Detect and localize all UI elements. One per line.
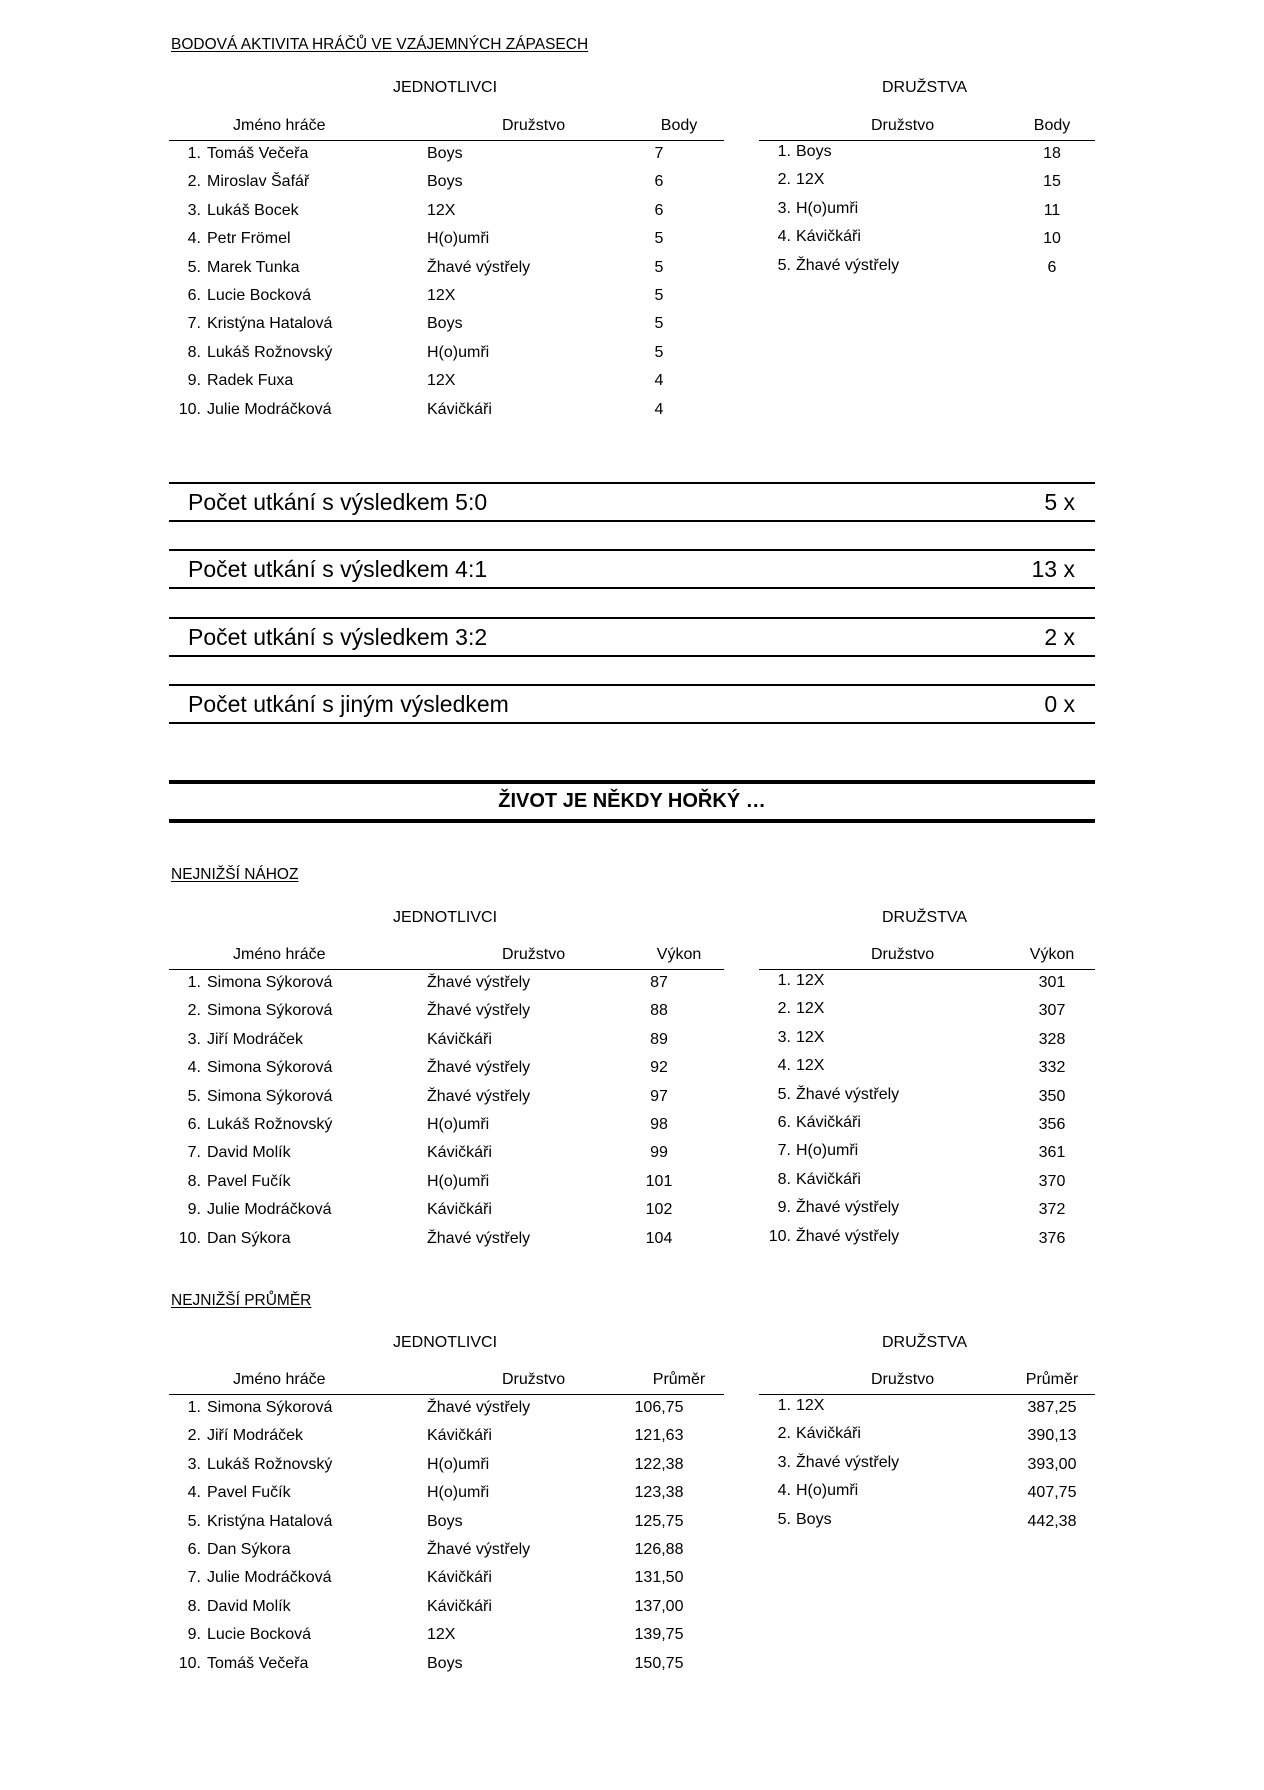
section-title: NEJNIŽŠÍ NÁHOZ — [171, 866, 299, 883]
rank: 2. — [777, 1425, 791, 1443]
column-header-value: Výkon — [656, 946, 702, 963]
rank: 8. — [777, 1170, 791, 1188]
rank: 10. — [178, 1654, 201, 1672]
team-name: H(o)umři — [796, 1482, 859, 1500]
table-row — [759, 1112, 1095, 1140]
value: 15 — [1043, 173, 1061, 191]
table-row — [759, 1169, 1095, 1197]
value: 89 — [650, 1030, 668, 1048]
rank: 3. — [777, 1453, 791, 1471]
rank: 3. — [187, 1455, 201, 1473]
table-row — [759, 1084, 1095, 1112]
table-row — [169, 283, 724, 311]
team-name: 12X — [427, 1626, 456, 1644]
value: 7 — [654, 145, 664, 162]
banner-heading: ŽIVOT JE NĚKDY HOŘKÝ … — [169, 780, 1095, 823]
value: 121,63 — [634, 1427, 684, 1445]
rank: 6. — [777, 1113, 791, 1131]
player-name: Simona Sýkorová — [207, 1059, 333, 1077]
table-row — [759, 226, 1095, 254]
table-row — [169, 340, 724, 368]
player-name: Kristýna Hatalová — [207, 1512, 333, 1530]
individuals-table — [169, 946, 724, 1254]
column-header-team: Družstvo — [871, 1371, 935, 1388]
column-header-team: Družstvo — [871, 117, 935, 134]
outcome-row — [169, 549, 1095, 589]
rank: 9. — [187, 1626, 201, 1644]
table-row — [169, 1509, 724, 1537]
table-row — [169, 198, 724, 226]
team-name: H(o)umři — [427, 1172, 490, 1190]
player-name: Tomáš Večeřa — [207, 145, 309, 162]
team-name: Žhavé výstřely — [427, 258, 531, 276]
rank: 4. — [777, 1482, 791, 1500]
team-name: Žhavé výstřely — [427, 1399, 531, 1416]
player-name: Lukáš Rožnovský — [207, 1455, 333, 1473]
rank: 4. — [187, 1059, 201, 1077]
team-name: 12X — [427, 372, 456, 390]
table-row — [169, 397, 724, 425]
player-name: Radek Fuxa — [207, 372, 294, 390]
table-row — [169, 1594, 724, 1622]
team-name: Boys — [427, 1512, 463, 1530]
column-header-value: Výkon — [1029, 946, 1075, 963]
outcome-count: 5 x — [1044, 489, 1075, 515]
table-row — [169, 1622, 724, 1650]
team-name: Kávičkáři — [427, 1597, 492, 1615]
table-row — [169, 1197, 724, 1225]
player-name: Simona Sýkorová — [207, 1002, 333, 1020]
value: 442,38 — [1027, 1512, 1077, 1530]
value: 88 — [650, 1002, 668, 1020]
player-name: Simona Sýkorová — [207, 1399, 333, 1416]
rank: 7. — [777, 1142, 791, 1160]
table-row — [759, 1140, 1095, 1168]
table-row — [759, 970, 1095, 998]
player-name: Jiří Modráček — [207, 1030, 304, 1048]
rank: 8. — [187, 343, 201, 361]
teams-group-title: DRUŽSTVA — [882, 909, 968, 926]
value: 4 — [654, 372, 664, 390]
value: 393,00 — [1027, 1455, 1077, 1473]
rank: 5. — [777, 256, 791, 274]
column-header-name: Jméno hráče — [233, 1371, 326, 1388]
rank: 3. — [777, 199, 791, 217]
team-name: Žhavé výstřely — [427, 1229, 531, 1247]
rank: 7. — [187, 315, 201, 333]
value: 332 — [1038, 1059, 1066, 1077]
table-row — [169, 141, 724, 169]
table-row — [169, 998, 724, 1026]
team-name: Kávičkáři — [796, 1170, 861, 1188]
value: 361 — [1038, 1144, 1066, 1162]
rank: 4. — [777, 1057, 791, 1075]
rank: 2. — [187, 1002, 201, 1020]
value: 150,75 — [634, 1654, 684, 1672]
table-row — [759, 1027, 1095, 1055]
rank: 3. — [777, 1028, 791, 1046]
player-name: Dan Sýkora — [207, 1229, 291, 1247]
team-name: Boys — [796, 1510, 832, 1528]
value: 18 — [1043, 145, 1061, 162]
team-name: Kávičkáři — [427, 400, 492, 418]
value: 92 — [650, 1059, 668, 1077]
team-name: Kávičkáři — [427, 1427, 492, 1445]
team-name: Boys — [427, 1654, 463, 1672]
rank: 1. — [777, 143, 791, 160]
player-name: Simona Sýkorová — [207, 974, 333, 991]
value: 356 — [1038, 1115, 1066, 1133]
column-header-team: Družstvo — [502, 946, 566, 963]
value: 407,75 — [1027, 1484, 1077, 1502]
column-header-team: Družstvo — [502, 1371, 566, 1388]
value: 106,75 — [634, 1399, 684, 1416]
section-title: BODOVÁ AKTIVITA HRÁČŮ VE VZÁJEMNÝCH ZÁPASECH — [171, 36, 589, 53]
table-row — [759, 998, 1095, 1026]
rank: 4. — [187, 230, 201, 248]
column-header-value: Body — [1033, 117, 1071, 134]
table-row — [759, 198, 1095, 226]
table-row — [759, 1423, 1095, 1451]
value: 102 — [645, 1201, 673, 1219]
team-name: Kávičkáři — [427, 1030, 492, 1048]
individuals-group-title: JEDNOTLIVCI — [393, 79, 498, 96]
player-name: Tomáš Večeřa — [207, 1654, 309, 1672]
value: 125,75 — [634, 1512, 684, 1530]
team-name: H(o)umři — [796, 199, 859, 217]
player-name: Pavel Fučík — [207, 1172, 291, 1190]
outcome-count: 2 x — [1044, 624, 1075, 650]
value: 6 — [654, 173, 664, 191]
rank: 8. — [187, 1172, 201, 1190]
team-name: 12X — [796, 1028, 825, 1046]
rank: 9. — [187, 372, 201, 390]
value: 376 — [1038, 1229, 1066, 1247]
value: 87 — [650, 974, 668, 991]
teams-table — [759, 946, 1095, 1254]
value: 5 — [654, 286, 664, 304]
rank: 2. — [777, 171, 791, 189]
table-row — [759, 141, 1095, 169]
table-row — [169, 1084, 724, 1112]
value: 4 — [654, 400, 664, 418]
value: 5 — [654, 343, 664, 361]
rank: 5. — [187, 1087, 201, 1105]
table-row — [169, 1395, 724, 1423]
table-row — [169, 1169, 724, 1197]
rank: 6. — [187, 1540, 201, 1558]
value: 301 — [1038, 974, 1066, 991]
player-name: Lukáš Rožnovský — [207, 343, 333, 361]
teams-group-title: DRUŽSTVA — [882, 1334, 968, 1351]
value: 390,13 — [1027, 1427, 1077, 1445]
value: 137,00 — [634, 1597, 684, 1615]
value: 104 — [645, 1229, 673, 1247]
rank: 1. — [777, 1397, 791, 1414]
rank: 1. — [187, 145, 201, 162]
table-row — [169, 368, 724, 396]
rank: 7. — [187, 1144, 201, 1162]
rank: 10. — [178, 400, 201, 418]
team-name: Kávičkáři — [427, 1201, 492, 1219]
table-row — [759, 1055, 1095, 1083]
column-header-value: Body — [660, 117, 698, 134]
team-name: Boys — [427, 173, 463, 191]
individuals-table — [169, 117, 724, 425]
rank: 5. — [187, 1512, 201, 1530]
table-row — [759, 1509, 1095, 1537]
team-name: H(o)umři — [427, 1115, 490, 1133]
team-name: Kávičkáři — [427, 1144, 492, 1162]
value: 11 — [1043, 201, 1061, 219]
team-name: H(o)umři — [427, 1455, 490, 1473]
rank: 1. — [187, 1399, 201, 1416]
table-row — [759, 1452, 1095, 1480]
player-name: David Molík — [207, 1597, 291, 1615]
value: 97 — [650, 1087, 668, 1105]
team-name: Žhavé výstřely — [796, 1199, 900, 1217]
team-name: Žhavé výstřely — [796, 256, 900, 274]
player-name: Miroslav Šafář — [207, 173, 310, 191]
team-name: 12X — [796, 1397, 825, 1414]
outcome-row — [169, 482, 1095, 522]
player-name: Julie Modráčková — [207, 400, 332, 418]
team-name: Žhavé výstřely — [427, 1087, 531, 1105]
value: 5 — [654, 258, 664, 276]
value: 131,50 — [634, 1569, 684, 1587]
outcome-label: Počet utkání s výsledkem 5:0 — [188, 489, 488, 515]
value: 328 — [1038, 1030, 1066, 1048]
team-name: H(o)umři — [427, 230, 490, 248]
table-row — [169, 1140, 724, 1168]
team-name: 12X — [427, 201, 456, 219]
teams-group-title: DRUŽSTVA — [882, 79, 968, 96]
outcome-row — [169, 684, 1095, 724]
table-row — [759, 1226, 1095, 1254]
section-title: NEJNIŽŠÍ PRŮMĚR — [171, 1292, 312, 1309]
player-name: Dan Sýkora — [207, 1540, 291, 1558]
team-name: Boys — [427, 315, 463, 333]
table-row — [169, 1027, 724, 1055]
value: 101 — [645, 1172, 673, 1190]
team-name: Boys — [427, 145, 463, 162]
team-name: Kávičkáři — [796, 1425, 861, 1443]
rank: 4. — [777, 228, 791, 246]
table-row — [169, 1055, 724, 1083]
rank: 5. — [777, 1085, 791, 1103]
value: 99 — [650, 1144, 668, 1162]
player-name: Julie Modráčková — [207, 1201, 332, 1219]
value: 350 — [1038, 1087, 1066, 1105]
table-row — [169, 1226, 724, 1254]
table-header — [169, 946, 724, 970]
table-row — [169, 1480, 724, 1508]
individuals-table — [169, 1371, 724, 1679]
value: 122,38 — [634, 1455, 684, 1473]
table-header — [169, 1371, 724, 1395]
team-name: Žhavé výstřely — [427, 1540, 531, 1558]
team-name: Kávičkáři — [427, 1569, 492, 1587]
rank: 1. — [777, 972, 791, 989]
value: 5 — [654, 315, 664, 333]
team-name: 12X — [796, 1057, 825, 1075]
rank: 10. — [768, 1227, 791, 1245]
table-row — [169, 311, 724, 339]
player-name: David Molík — [207, 1144, 291, 1162]
player-name: Julie Modráčková — [207, 1569, 332, 1587]
column-header-name: Jméno hráče — [233, 946, 326, 963]
player-name: Lucie Bocková — [207, 1626, 312, 1644]
rank: 6. — [187, 286, 201, 304]
team-name: Žhavé výstřely — [427, 1002, 531, 1020]
column-header-team: Družstvo — [502, 117, 566, 134]
player-name: Jiří Modráček — [207, 1427, 304, 1445]
rank: 1. — [187, 974, 201, 991]
value: 5 — [654, 230, 664, 248]
value: 6 — [654, 201, 664, 219]
player-name: Marek Tunka — [207, 258, 300, 276]
rank: 7. — [187, 1569, 201, 1587]
value: 370 — [1038, 1172, 1066, 1190]
value: 126,88 — [634, 1540, 684, 1558]
table-row — [169, 1112, 724, 1140]
team-name: Kávičkáři — [796, 1113, 861, 1131]
value: 98 — [650, 1115, 668, 1133]
table-row — [169, 1651, 724, 1679]
column-header-name: Jméno hráče — [233, 117, 326, 134]
rank: 5. — [187, 258, 201, 276]
player-name: Pavel Fučík — [207, 1484, 291, 1502]
table-row — [169, 970, 724, 998]
table-row — [169, 255, 724, 283]
value: 10 — [1043, 230, 1061, 248]
table-header — [759, 117, 1095, 141]
table-row — [759, 255, 1095, 283]
team-name: 12X — [796, 1000, 825, 1018]
table-row — [169, 1452, 724, 1480]
team-name: Kávičkáři — [796, 228, 861, 246]
outcome-label: Počet utkání s jiným výsledkem — [188, 691, 509, 717]
rank: 5. — [777, 1510, 791, 1528]
team-name: H(o)umři — [796, 1142, 859, 1160]
team-name: Žhavé výstřely — [427, 1059, 531, 1077]
value: 372 — [1038, 1201, 1066, 1219]
value: 6 — [1047, 258, 1057, 276]
player-name: Kristýna Hatalová — [207, 315, 333, 333]
team-name: Žhavé výstřely — [427, 974, 531, 991]
column-header-value: Průměr — [652, 1371, 706, 1388]
outcome-count: 13 x — [1031, 556, 1075, 582]
teams-table — [759, 1371, 1095, 1537]
rank: 8. — [187, 1597, 201, 1615]
column-header-value: Průměr — [1025, 1371, 1079, 1388]
team-name: 12X — [796, 171, 825, 189]
player-name: Lukáš Bocek — [207, 201, 299, 219]
rank: 2. — [187, 1427, 201, 1445]
value: 387,25 — [1027, 1399, 1077, 1416]
table-header — [759, 1371, 1095, 1395]
rank: 10. — [178, 1229, 201, 1247]
table-row — [169, 1565, 724, 1593]
team-name: 12X — [427, 286, 456, 304]
table-header — [759, 946, 1095, 970]
column-header-team: Družstvo — [871, 946, 935, 963]
player-name: Simona Sýkorová — [207, 1087, 333, 1105]
rank: 9. — [777, 1199, 791, 1217]
teams-table — [759, 117, 1095, 283]
rank: 9. — [187, 1201, 201, 1219]
table-row — [759, 1395, 1095, 1423]
rank: 6. — [187, 1115, 201, 1133]
table-row — [759, 1480, 1095, 1508]
outcome-count: 0 x — [1044, 691, 1075, 717]
rank: 3. — [187, 1030, 201, 1048]
individuals-group-title: JEDNOTLIVCI — [393, 909, 498, 926]
player-name: Petr Frömel — [207, 230, 291, 248]
team-name: H(o)umři — [427, 343, 490, 361]
team-name: Žhavé výstřely — [796, 1227, 900, 1245]
team-name: H(o)umři — [427, 1484, 490, 1502]
table-header — [169, 117, 724, 141]
individuals-group-title: JEDNOTLIVCI — [393, 1334, 498, 1351]
team-name: 12X — [796, 972, 825, 989]
table-row — [169, 1537, 724, 1565]
rank: 4. — [187, 1484, 201, 1502]
team-name: Boys — [796, 143, 832, 160]
value: 123,38 — [634, 1484, 684, 1502]
table-row — [169, 226, 724, 254]
table-row — [759, 169, 1095, 197]
value: 139,75 — [634, 1626, 684, 1644]
rank: 3. — [187, 201, 201, 219]
rank: 2. — [777, 1000, 791, 1018]
team-name: Žhavé výstřely — [796, 1453, 900, 1471]
value: 307 — [1038, 1002, 1066, 1020]
table-row — [759, 1197, 1095, 1225]
outcome-label: Počet utkání s výsledkem 4:1 — [188, 556, 488, 582]
player-name: Lukáš Rožnovský — [207, 1115, 333, 1133]
outcome-row — [169, 617, 1095, 657]
table-row — [169, 1423, 724, 1451]
rank: 2. — [187, 173, 201, 191]
team-name: Žhavé výstřely — [796, 1085, 900, 1103]
outcome-label: Počet utkání s výsledkem 3:2 — [188, 624, 488, 650]
table-row — [169, 169, 724, 197]
player-name: Lucie Bocková — [207, 286, 312, 304]
